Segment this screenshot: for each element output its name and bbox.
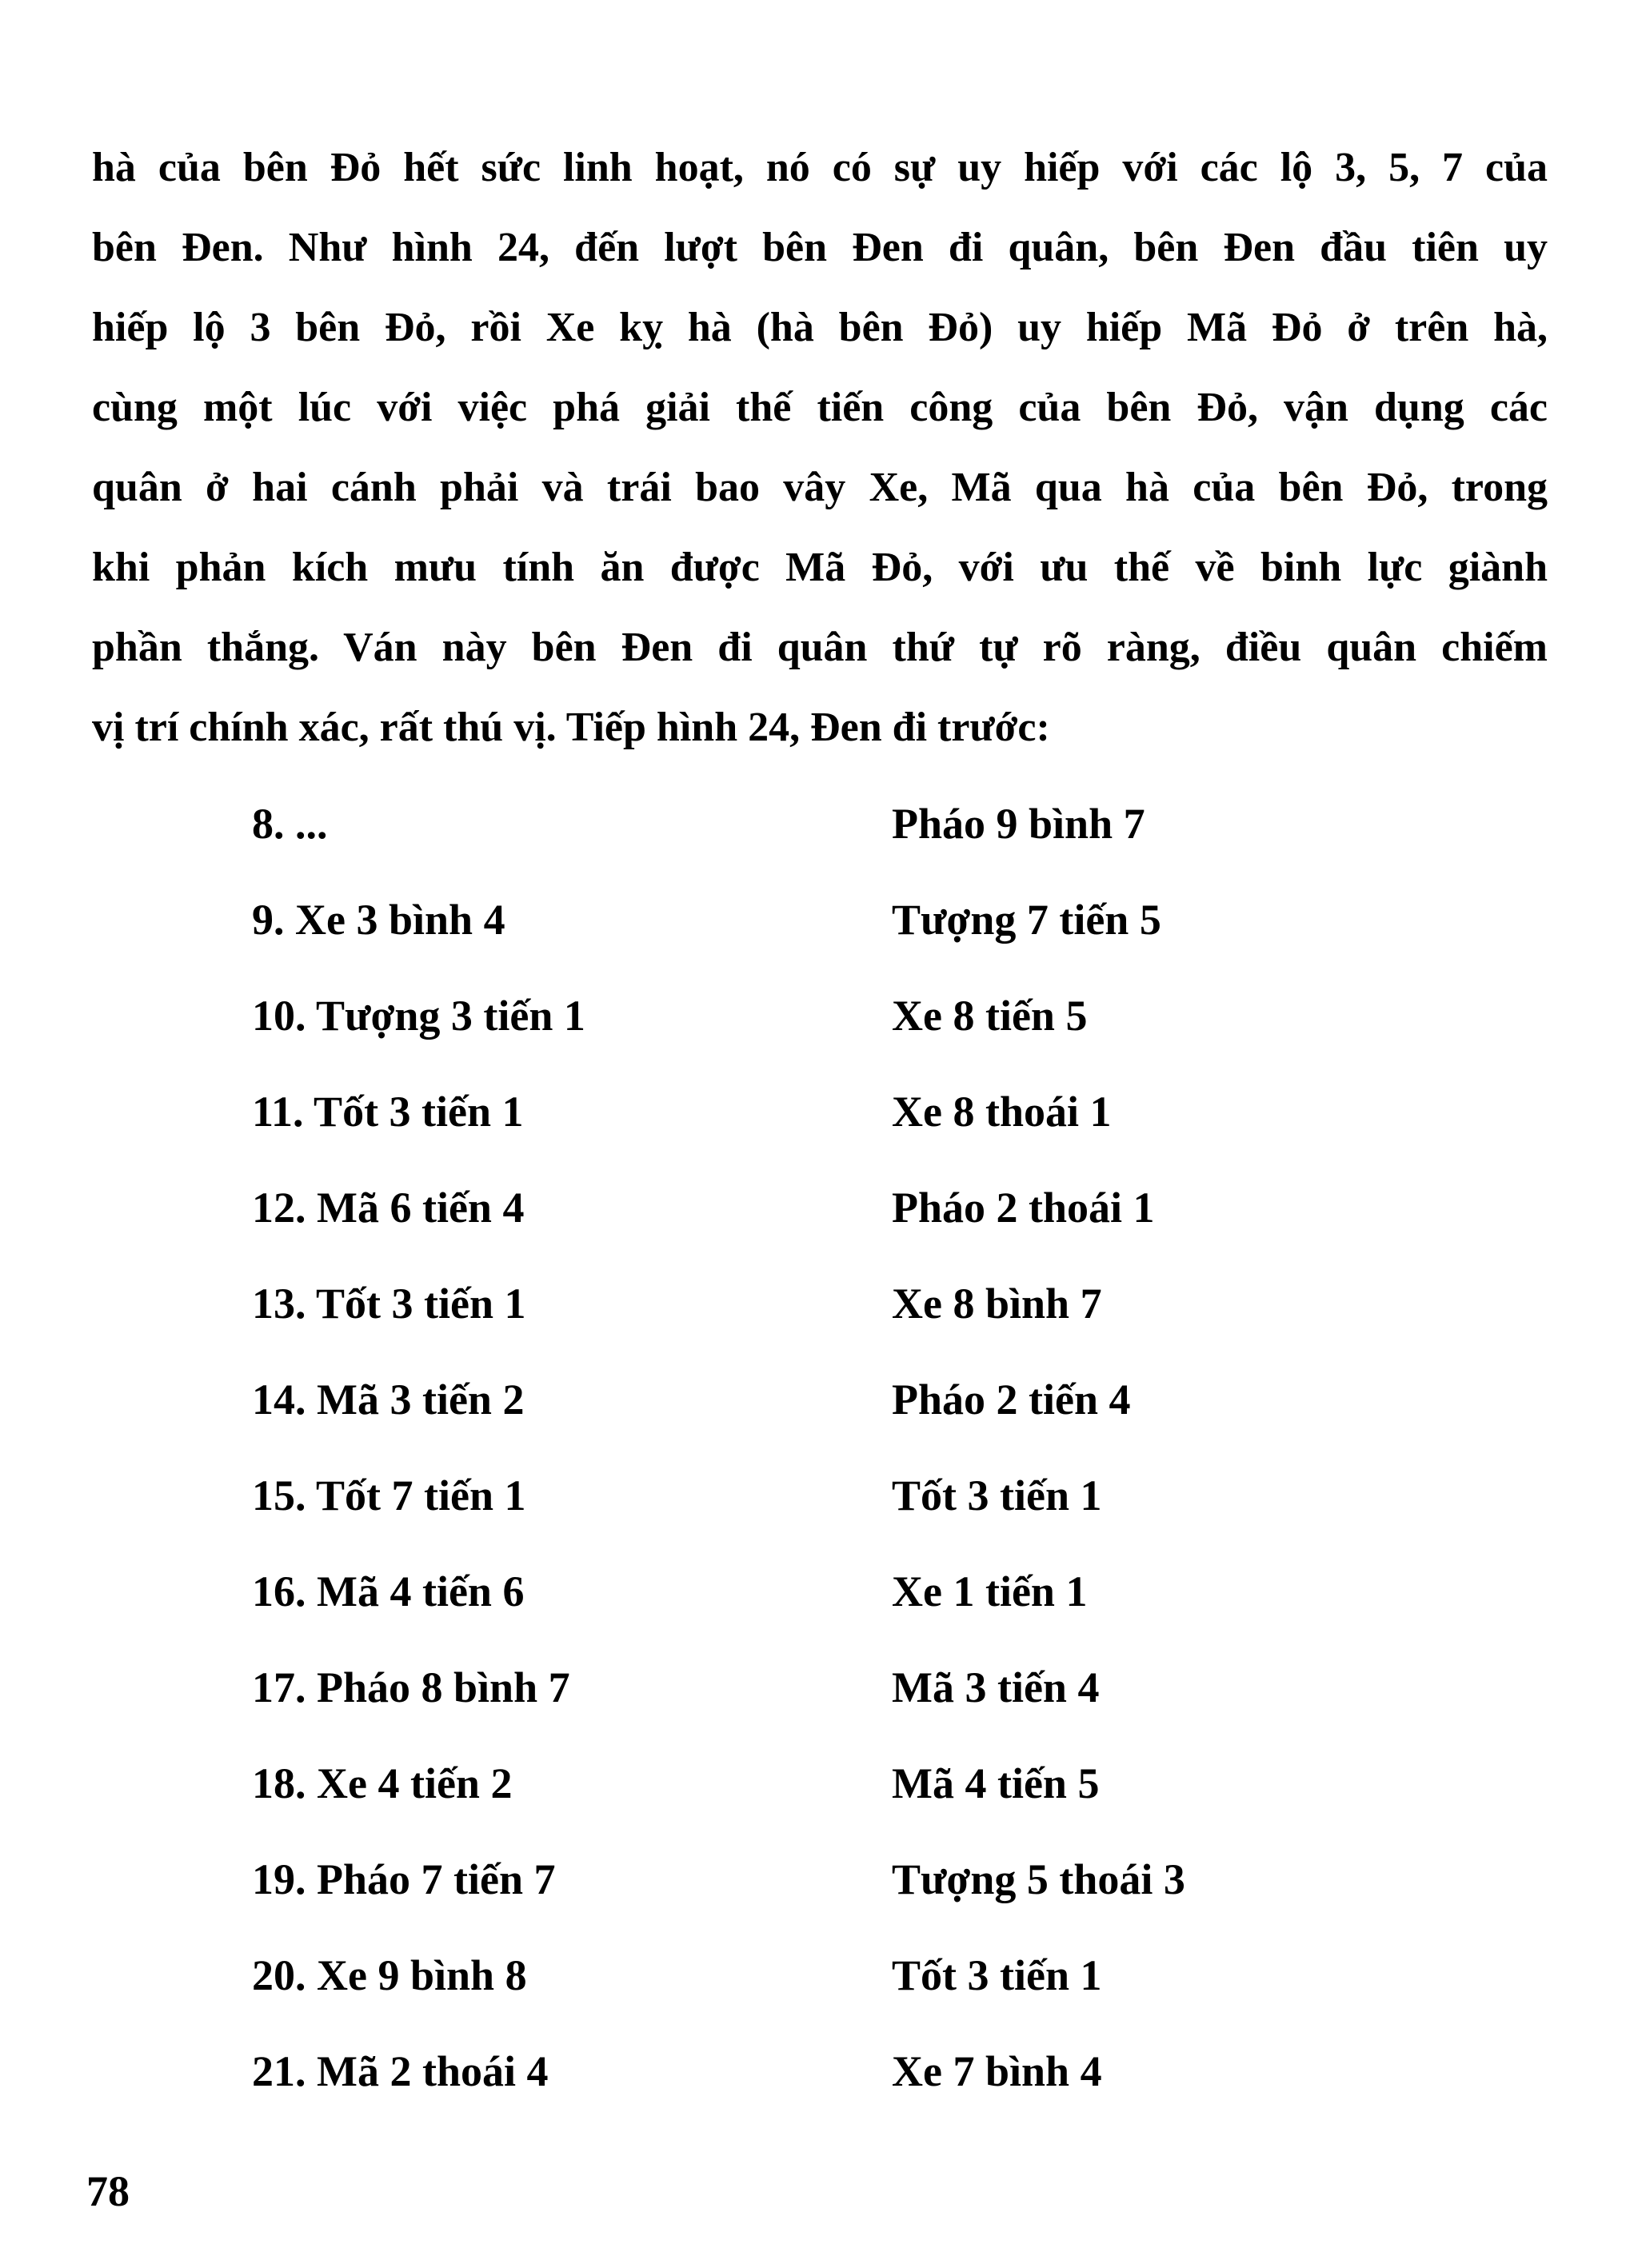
move-row <box>252 776 1532 872</box>
red-move: 15. Tốt 7 tiến 1 <box>252 1471 526 1519</box>
paragraph-line: quân ở hai cánh phải và trái bao vây Xe, Mã qua hà của bên Đỏ, trong <box>92 465 1548 510</box>
move-row <box>252 1447 1532 1543</box>
red-move: 11. Tốt 3 tiến 1 <box>252 1088 524 1136</box>
red-move: 13. Tốt 3 tiến 1 <box>252 1280 526 1328</box>
red-move: 17. Pháo 8 bình 7 <box>252 1663 570 1711</box>
paragraph-line: phần thắng. Ván này bên Đen đi quân thứ tự rõ ràng, điều quân chiếm <box>92 625 1548 670</box>
black-move: Pháo 9 bình 7 <box>892 800 1145 848</box>
black-move: Xe 1 tiến 1 <box>892 1567 1088 1615</box>
red-move: 9. Xe 3 bình 4 <box>252 896 505 944</box>
black-move: Tốt 3 tiến 1 <box>892 1471 1102 1519</box>
black-move: Xe 8 thoái 1 <box>892 1088 1112 1136</box>
red-move: 18. Xe 4 tiến 2 <box>252 1759 513 1807</box>
black-move: Xe 8 tiến 5 <box>892 992 1088 1040</box>
move-row <box>252 1927 1532 2023</box>
move-row <box>252 1831 1532 1927</box>
paragraph-line: bên Đen. Như hình 24, đến lượt bên Đen đi quân, bên Đen đầu tiên uy <box>92 225 1548 270</box>
red-move: 8. ... <box>252 800 328 848</box>
move-row <box>252 968 1532 1064</box>
move-row <box>252 872 1532 968</box>
black-move: Tượng 7 tiến 5 <box>892 896 1161 944</box>
page-number: 78 <box>86 2167 130 2215</box>
black-move: Xe 7 bình 4 <box>892 2047 1102 2095</box>
move-row <box>252 1064 1532 1160</box>
body-paragraph <box>92 128 1548 768</box>
paragraph-line: vị trí chính xác, rất thú vị. Tiếp hình 24, Đen đi trước: <box>92 705 1050 750</box>
move-row <box>252 1735 1532 1831</box>
black-move: Mã 3 tiến 4 <box>892 1663 1100 1711</box>
red-move: 14. Mã 3 tiến 2 <box>252 1376 525 1423</box>
move-list <box>252 776 1532 2119</box>
red-move: 10. Tượng 3 tiến 1 <box>252 992 585 1040</box>
move-row <box>252 1639 1532 1735</box>
move-row <box>252 1256 1532 1352</box>
move-row <box>252 1160 1532 1256</box>
black-move: Xe 8 bình 7 <box>892 1280 1102 1328</box>
black-move: Tốt 3 tiến 1 <box>892 1951 1102 1999</box>
red-move: 12. Mã 6 tiến 4 <box>252 1184 525 1232</box>
red-move: 21. Mã 2 thoái 4 <box>252 2047 549 2095</box>
black-move: Tượng 5 thoái 3 <box>892 1855 1185 1903</box>
move-row <box>252 1352 1532 1447</box>
black-move: Mã 4 tiến 5 <box>892 1759 1100 1807</box>
red-move: 16. Mã 4 tiến 6 <box>252 1567 525 1615</box>
paragraph-line: hiếp lộ 3 bên Đỏ, rồi Xe kỵ hà (hà bên Đỏ) uy hiếp Mã Đỏ ở trên hà, <box>92 305 1548 350</box>
move-row <box>252 1543 1532 1639</box>
red-move: 19. Pháo 7 tiến 7 <box>252 1855 556 1903</box>
move-row <box>252 2023 1532 2119</box>
red-move: 20. Xe 9 bình 8 <box>252 1951 527 1999</box>
black-move: Pháo 2 thoái 1 <box>892 1184 1155 1232</box>
paragraph-line: khi phản kích mưu tính ăn được Mã Đỏ, với ưu thế về binh lực giành <box>92 545 1548 590</box>
black-move: Pháo 2 tiến 4 <box>892 1376 1131 1423</box>
paragraph-line: hà của bên Đỏ hết sức linh hoạt, nó có sự uy hiếp với các lộ 3, 5, 7 của <box>92 145 1548 190</box>
paragraph-line: cùng một lúc với việc phá giải thế tiến công của bên Đỏ, vận dụng các <box>92 385 1548 430</box>
